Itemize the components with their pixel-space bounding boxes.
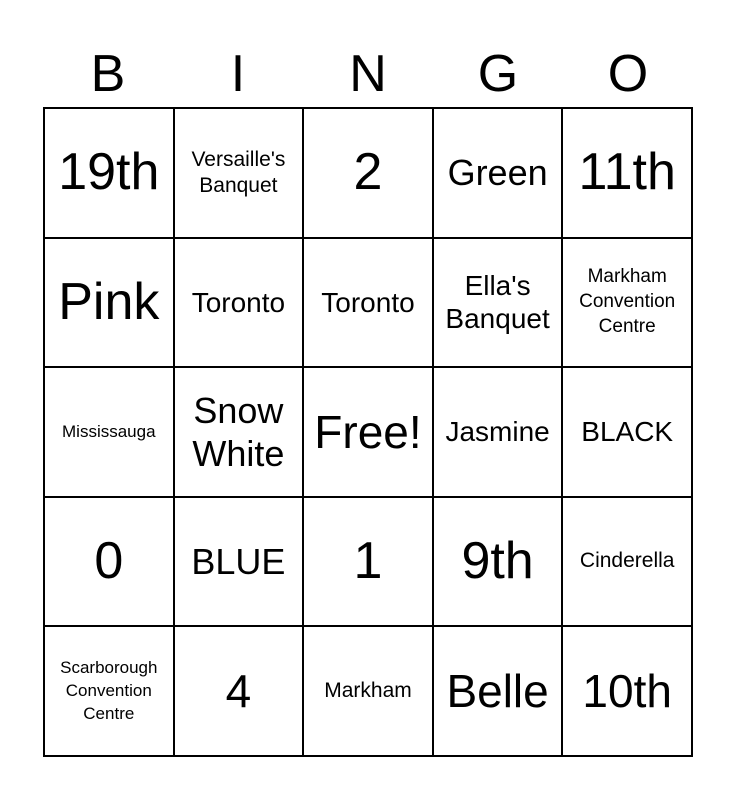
header-letter-g: G bbox=[477, 45, 519, 103]
bingo-cell[interactable]: Free! bbox=[303, 367, 433, 497]
bingo-header bbox=[43, 40, 693, 108]
bingo-cell[interactable]: Belle bbox=[433, 626, 563, 756]
bingo-cell[interactable]: 19th bbox=[44, 108, 174, 238]
bingo-cell[interactable]: BLUE bbox=[174, 497, 304, 627]
bingo-cell[interactable]: 2 bbox=[303, 108, 433, 238]
header-letter-o: O bbox=[607, 45, 649, 103]
bingo-cell[interactable]: 9th bbox=[433, 497, 563, 627]
header-letter-b: B bbox=[90, 45, 126, 103]
bingo-cell[interactable]: Toronto bbox=[303, 238, 433, 368]
header-letter-n: N bbox=[349, 45, 387, 103]
bingo-cell[interactable]: Versaille's Banquet bbox=[174, 108, 304, 238]
bingo-cell[interactable]: 10th bbox=[562, 626, 692, 756]
header-letter-i: I bbox=[230, 45, 246, 103]
bingo-cell[interactable]: Scarborough Convention Centre bbox=[44, 626, 174, 756]
bingo-cell[interactable]: Ella's Banquet bbox=[433, 238, 563, 368]
bingo-cell[interactable]: 0 bbox=[44, 497, 174, 627]
bingo-cell[interactable]: Markham Convention Centre bbox=[562, 238, 692, 368]
bingo-cell[interactable]: Jasmine bbox=[433, 367, 563, 497]
bingo-cell[interactable]: Green bbox=[433, 108, 563, 238]
bingo-cell[interactable]: Snow White bbox=[174, 367, 304, 497]
bingo-cell[interactable]: Pink bbox=[44, 238, 174, 368]
bingo-cell[interactable]: 1 bbox=[303, 497, 433, 627]
bingo-board bbox=[43, 107, 693, 757]
bingo-cell[interactable]: Toronto bbox=[174, 238, 304, 368]
bingo-cell[interactable]: Mississauga bbox=[44, 367, 174, 497]
bingo-cell[interactable]: 11th bbox=[562, 108, 692, 238]
bingo-cell[interactable]: Cinderella bbox=[562, 497, 692, 627]
bingo-cell[interactable]: 4 bbox=[174, 626, 304, 756]
bingo-cell[interactable]: Markham bbox=[303, 626, 433, 756]
bingo-cell[interactable]: BLACK bbox=[562, 367, 692, 497]
